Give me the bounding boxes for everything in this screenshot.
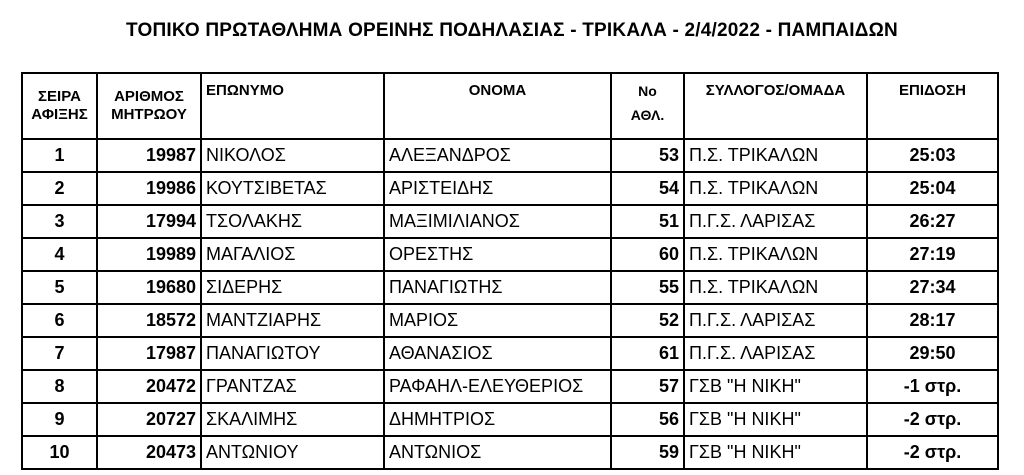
cell-athlete-number: 60: [611, 238, 684, 271]
cell-position: 4: [22, 238, 97, 271]
table-row: [22, 238, 998, 271]
cell-athlete-number: 56: [611, 403, 684, 436]
cell-athlete-number: 51: [611, 205, 684, 238]
header-registry: [97, 73, 201, 139]
cell-performance: 25:03: [867, 139, 998, 172]
cell-position: 2: [22, 172, 97, 205]
cell-first-name: ΑΘΑΝΑΣΙΟΣ: [384, 337, 611, 370]
table-row: [22, 370, 998, 403]
cell-performance: 26:27: [867, 205, 998, 238]
cell-club: Π.Γ.Σ. ΛΑΡΙΣΑΣ: [684, 304, 867, 337]
cell-club: ΓΣΒ "Η ΝΙΚΗ": [684, 370, 867, 403]
cell-last-name: ΚΟΥΤΣΙΒΕΤΑΣ: [201, 172, 384, 205]
cell-performance: 25:04: [867, 172, 998, 205]
table-row: [22, 337, 998, 370]
cell-performance: 27:34: [867, 271, 998, 304]
cell-position: 5: [22, 271, 97, 304]
cell-position: 1: [22, 139, 97, 172]
cell-performance: -2 στρ.: [867, 436, 998, 469]
cell-first-name: ΜΑΞΙΜΙΛΙΑΝΟΣ: [384, 205, 611, 238]
cell-first-name: ΑΡΙΣΤΕΙΔΗΣ: [384, 172, 611, 205]
cell-performance: 29:50: [867, 337, 998, 370]
header-athlete-number: [611, 73, 684, 139]
cell-club: ΓΣΒ "Η ΝΙΚΗ": [684, 436, 867, 469]
header-first-name: ΟΝΟΜΑ: [384, 73, 611, 139]
cell-first-name: ΑΝΤΩΝΙΟΣ: [384, 436, 611, 469]
cell-athlete-number: 55: [611, 271, 684, 304]
cell-last-name: ΜΑΓΑΛΙΟΣ: [201, 238, 384, 271]
header-number-line1: Νο: [638, 83, 657, 99]
cell-first-name: ΟΡΕΣΤΗΣ: [384, 238, 611, 271]
header-position-line2: ΑΦΙΞΗΣ: [31, 106, 88, 123]
cell-registry: 19986: [97, 172, 201, 205]
cell-club: Π.Σ. ΤΡΙΚΑΛΩΝ: [684, 172, 867, 205]
cell-club: Π.Σ. ΤΡΙΚΑΛΩΝ: [684, 271, 867, 304]
cell-position: 3: [22, 205, 97, 238]
cell-registry: 19989: [97, 238, 201, 271]
cell-first-name: ΑΛΕΞΑΝΔΡΟΣ: [384, 139, 611, 172]
cell-athlete-number: 52: [611, 304, 684, 337]
cell-position: 8: [22, 370, 97, 403]
header-position: [22, 73, 97, 139]
header-number-line2: ΑΘΛ.: [630, 107, 665, 123]
cell-position: 10: [22, 436, 97, 469]
cell-registry: 19987: [97, 139, 201, 172]
cell-performance: -2 στρ.: [867, 403, 998, 436]
cell-position: 6: [22, 304, 97, 337]
table-row: [22, 304, 998, 337]
cell-athlete-number: 54: [611, 172, 684, 205]
cell-last-name: ΠΑΝΑΓΙΩΤΟΥ: [201, 337, 384, 370]
cell-performance: 28:17: [867, 304, 998, 337]
cell-position: 7: [22, 337, 97, 370]
cell-performance: 27:19: [867, 238, 998, 271]
results-table: [21, 72, 999, 470]
cell-registry: 20472: [97, 370, 201, 403]
cell-registry: 20473: [97, 436, 201, 469]
cell-last-name: ΤΣΟΛΑΚΗΣ: [201, 205, 384, 238]
cell-last-name: ΑΝΤΩΝΙΟΥ: [201, 436, 384, 469]
cell-athlete-number: 59: [611, 436, 684, 469]
cell-athlete-number: 53: [611, 139, 684, 172]
table-row: [22, 205, 998, 238]
cell-registry: 19680: [97, 271, 201, 304]
cell-club: Π.Σ. ΤΡΙΚΑΛΩΝ: [684, 139, 867, 172]
header-club: ΣΥΛΛΟΓΟΣ/ΟΜΑΔΑ: [684, 73, 867, 139]
cell-club: Π.Γ.Σ. ΛΑΡΙΣΑΣ: [684, 205, 867, 238]
cell-registry: 17994: [97, 205, 201, 238]
cell-athlete-number: 61: [611, 337, 684, 370]
cell-club: ΓΣΒ "Η ΝΙΚΗ": [684, 403, 867, 436]
cell-first-name: ΠΑΝΑΓΙΩΤΗΣ: [384, 271, 611, 304]
cell-last-name: ΣΙΔΕΡΗΣ: [201, 271, 384, 304]
table-row: [22, 403, 998, 436]
cell-position: 9: [22, 403, 97, 436]
cell-registry: 17987: [97, 337, 201, 370]
cell-club: Π.Σ. ΤΡΙΚΑΛΩΝ: [684, 238, 867, 271]
table-row: [22, 172, 998, 205]
header-registry-line1: ΑΡΙΘΜΟΣ: [114, 88, 184, 105]
cell-last-name: ΓΡΑΝΤΖΑΣ: [201, 370, 384, 403]
cell-registry: 18572: [97, 304, 201, 337]
header-position-line1: ΣΕΙΡΑ: [38, 88, 81, 105]
cell-club: Π.Γ.Σ. ΛΑΡΙΣΑΣ: [684, 337, 867, 370]
cell-registry: 20727: [97, 403, 201, 436]
header-performance: ΕΠΙΔΟΣΗ: [867, 73, 998, 139]
table-row: [22, 139, 998, 172]
cell-first-name: ΡΑΦΑΗΛ-ΕΛΕΥΘΕΡΙΟΣ: [384, 370, 611, 403]
cell-last-name: ΣΚΑΛΙΜΗΣ: [201, 403, 384, 436]
cell-first-name: ΜΑΡΙΟΣ: [384, 304, 611, 337]
cell-last-name: ΜΑΝΤΖΙΑΡΗΣ: [201, 304, 384, 337]
header-last-name: ΕΠΩΝΥΜΟ: [201, 73, 384, 139]
cell-performance: -1 στρ.: [867, 370, 998, 403]
table-header-row: [22, 73, 998, 139]
header-registry-line2: ΜΗΤΡΩΟΥ: [111, 106, 187, 123]
cell-first-name: ΔΗΜΗΤΡΙΟΣ: [384, 403, 611, 436]
cell-athlete-number: 57: [611, 370, 684, 403]
table-row: [22, 271, 998, 304]
cell-last-name: ΝΙΚΟΛΟΣ: [201, 139, 384, 172]
page-title: ΤΟΠΙΚΟ ΠΡΩΤΑΘΛΗΜΑ ΟΡΕΙΝΗΣ ΠΟΔΗΛΑΣΙΑΣ - ΤΡΙΚΑΛΑ - 2/4/2022 - ΠΑΜΠΑΙΔΩΝ: [126, 20, 898, 41]
table-row: [22, 436, 998, 469]
